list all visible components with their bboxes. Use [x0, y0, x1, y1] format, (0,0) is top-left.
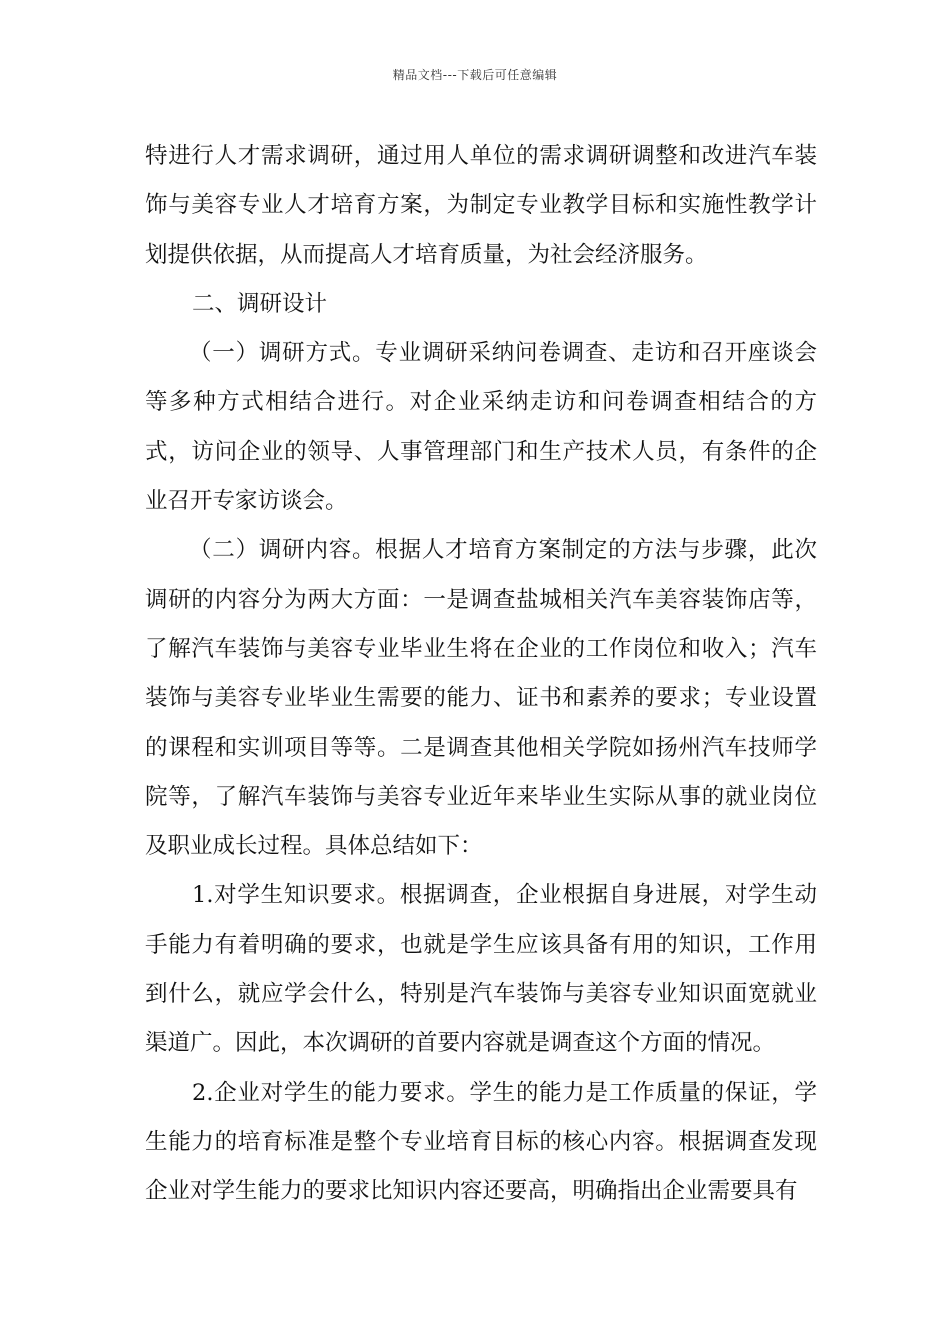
paragraph-research-method: （一）调研方式。专业调研采纳问卷调查、走访和召开座谈会等多种方式相结合进行。对企业采纳走访和问卷调查相结合的方式，访问企业的领导、人事管理部门和生产技术人员，有条件的企业召开专家访谈会。 — [145, 340, 817, 515]
section-heading-research-design: 二、调研设计 — [192, 290, 328, 317]
paragraph-knowledge-requirements: 1.对学生知识要求。根据调查，企业根据自身进展，对学生动手能力有着明确的要求，也就是学生应该具备有用的知识，工作用到什么，就应学会什么，特别是汽车装饰与美容专业知识面宽就业渠道广。因此，本次调研的首要内容就是调查这个方面的情况。 — [145, 882, 817, 1057]
paragraph-research-content: （二）调研内容。根据人才培育方案制定的方法与步骤，此次调研的内容分为两大方面：一是调查盐城相关汽车美容装饰店等，了解汽车装饰与美容专业毕业生将在企业的工作岗位和收入；汽车装饰与美容专业毕业生需要的能力、证书和素养的要求；专业设置的课程和实训项目等等。二是调查其他相关学院如扬州汽车技师学院等，了解汽车装饰与美容专业近年来毕业生实际从事的就业岗位及职业成长过程。具体总结如下： — [145, 537, 817, 860]
paragraph-continuation: 特进行人才需求调研，通过用人单位的需求调研调整和改进汽车装饰与美容专业人才培育方案，为制定专业教学目标和实施性教学计划提供依据，从而提高人才培育质量，为社会经济服务。 — [145, 143, 817, 268]
document-body — [145, 132, 817, 1217]
paragraph-ability-requirements: 2.企业对学生的能力要求。学生的能力是工作质量的保证，学生能力的培育标准是整个专业培育目标的核心内容。根据调查发现企业对学生能力的要求比知识内容还要高，明确指出企业需要具有 — [145, 1079, 817, 1205]
page-header: 精品文档---下载后可任意编辑 — [392, 68, 558, 82]
